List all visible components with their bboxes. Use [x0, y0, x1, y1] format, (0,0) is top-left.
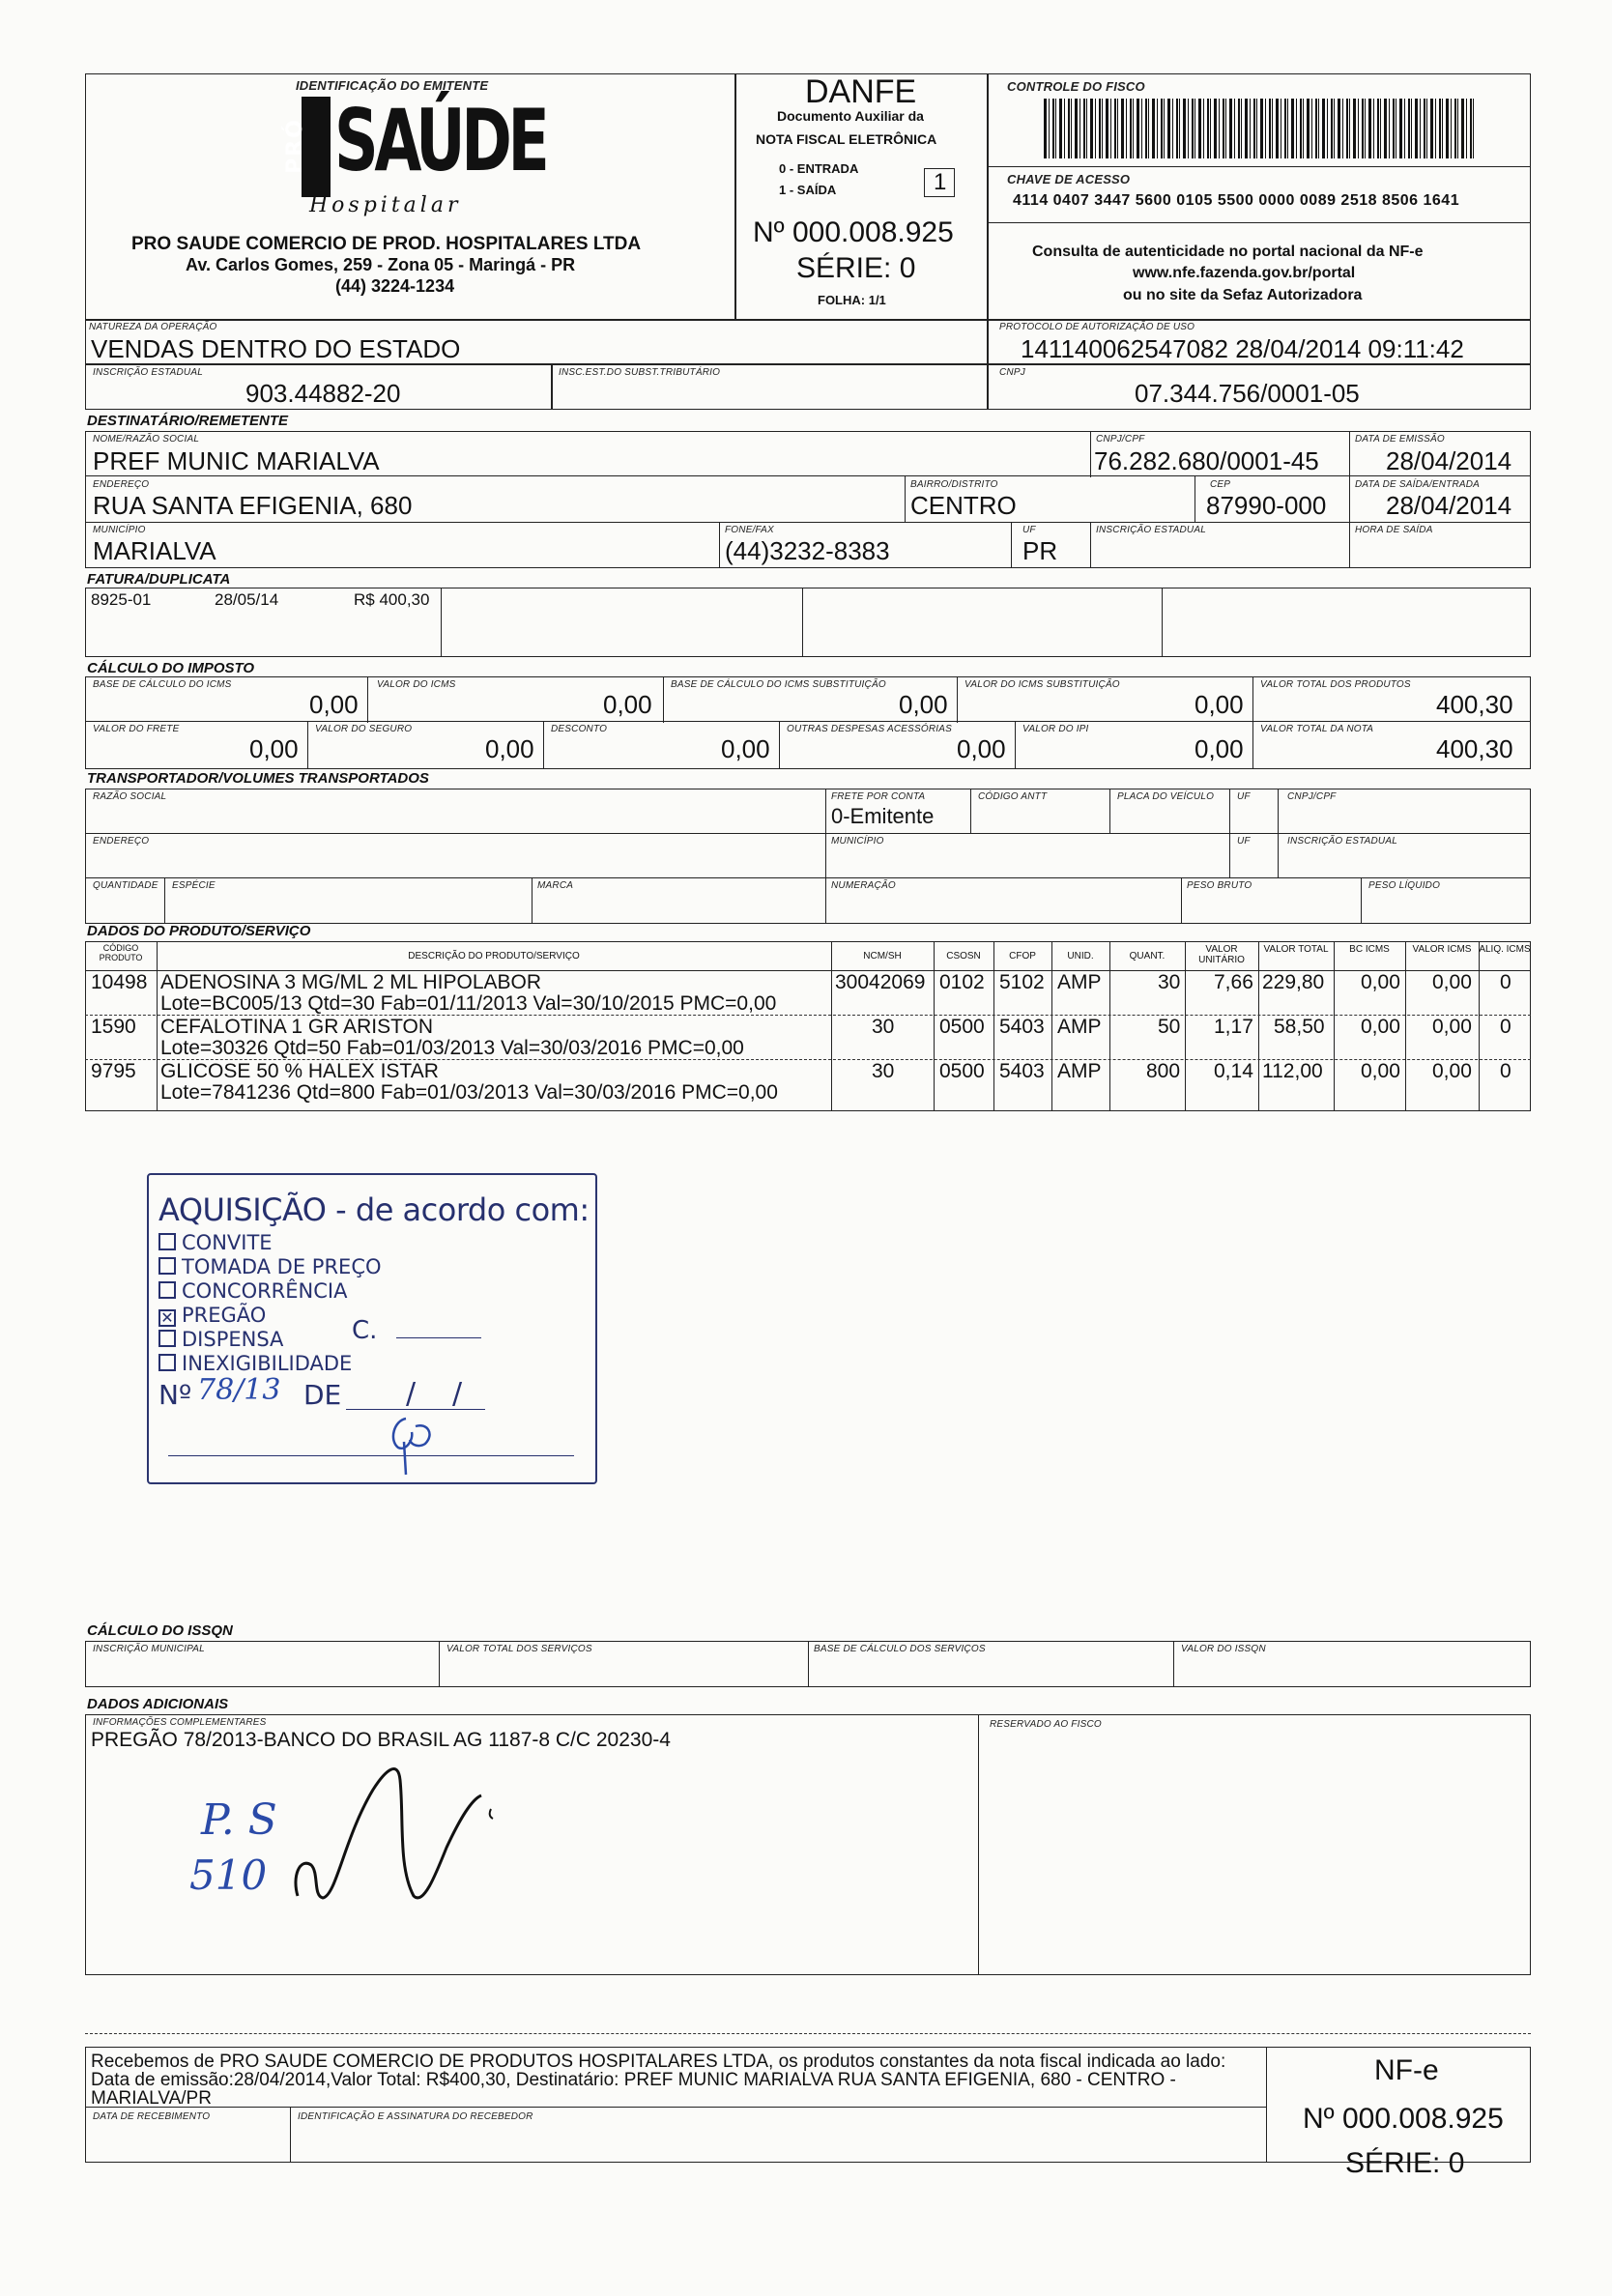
- dest-saida-label: DATA DE SAÍDA/ENTRADA: [1355, 479, 1481, 490]
- iss-vserv-label: VALOR TOTAL DOS SERVIÇOS: [446, 1644, 592, 1654]
- item-2-csosn: 0500: [939, 1016, 985, 1038]
- dest-emissao-label: DATA DE EMISSÃO: [1355, 434, 1445, 445]
- danfe-numero: Nº 000.008.925: [753, 216, 954, 248]
- ad-fisco-label: RESERVADO AO FISCO: [990, 1719, 1102, 1730]
- imposto-title: CÁLCULO DO IMPOSTO: [87, 660, 255, 676]
- dest-endereco: RUA SANTA EFIGENIA, 680: [93, 491, 413, 520]
- stamp-title: AQUISIÇÃO - de acordo com:: [158, 1191, 590, 1228]
- transp-pbruto-label: PESO BRUTO: [1187, 880, 1252, 891]
- tr-v2: [970, 789, 971, 833]
- fisco-divider-1: [988, 166, 1531, 167]
- dest-uf: PR: [1022, 536, 1058, 565]
- item-2-vunit: 1,17: [1214, 1016, 1253, 1038]
- transp-frete-label: FRETE POR CONTA: [831, 791, 926, 802]
- ad-signature: [290, 1751, 503, 1915]
- canhoto-text-3: MARIALVA/PR: [91, 2088, 212, 2109]
- iss-v1: [439, 1641, 440, 1687]
- item-3-vicms: 0,00: [1432, 1060, 1472, 1082]
- item-3-bc: 0,00: [1361, 1060, 1400, 1082]
- imp-v5: [307, 721, 308, 769]
- transp-endereco-label: ENDEREÇO: [93, 836, 150, 847]
- emitente-label: IDENTIFICAÇÃO DO EMITENTE: [296, 78, 489, 93]
- th-bc: BC ICMS: [1349, 944, 1390, 955]
- imp-vst-label: VALOR DO ICMS SUBSTITUIÇÃO: [964, 679, 1120, 690]
- th-ncm: NCM/SH: [863, 951, 902, 961]
- imp-v7: [779, 721, 780, 769]
- transp-razao-label: RAZÃO SOCIAL: [93, 791, 167, 802]
- tr-v3: [1109, 789, 1110, 833]
- th-quant: QUANT.: [1129, 951, 1166, 961]
- dest-row-1: [85, 475, 1531, 476]
- controle-label: CONTROLE DO FISCO: [1007, 79, 1145, 94]
- dest-cep: 87990-000: [1206, 491, 1327, 520]
- cnpj-emit-label: CNPJ: [999, 367, 1025, 378]
- pt-v3: [934, 941, 935, 1111]
- iss-v3: [1173, 1641, 1174, 1687]
- th-codigo: CÓDIGO PRODUTO: [99, 943, 143, 962]
- item-2-cfop: 5403: [999, 1016, 1045, 1038]
- dest-v7: [1090, 522, 1091, 568]
- item-1-unid: AMP: [1057, 971, 1102, 993]
- dest-emissao: 28/04/2014: [1386, 446, 1512, 475]
- danfe-entrada: 0 - ENTRADA: [779, 161, 859, 176]
- pt-v1: [157, 941, 158, 1111]
- fatura-valor: R$ 400,30: [354, 590, 430, 609]
- can-h1: [85, 2107, 1266, 2108]
- item-1-aliq: 0: [1500, 971, 1511, 993]
- consulta-3: ou no site da Sefaz Autorizadora: [1123, 287, 1363, 303]
- fatura-numero: 8925-01: [91, 590, 152, 609]
- stamp-de-label: DE: [303, 1379, 342, 1411]
- ad-v1: [978, 1714, 979, 1975]
- imposto-mid: [85, 721, 1531, 722]
- item-3-aliq: 0: [1500, 1060, 1511, 1082]
- item-2-quant: 50: [1158, 1016, 1181, 1038]
- item-3-descricao: GLICOSE 50 % HALEX ISTAR: [160, 1060, 439, 1082]
- transp-cnpj-label: CNPJ/CPF: [1287, 791, 1337, 802]
- tr-v5: [1278, 789, 1279, 877]
- pt-v8: [1258, 941, 1259, 1111]
- transp-marca-label: MARCA: [537, 880, 574, 891]
- tr-v7: [532, 877, 533, 924]
- protocolo-value: 141140062547082 28/04/2014 09:11:42: [1021, 334, 1464, 363]
- adicionais-title: DADOS ADICIONAIS: [87, 1696, 229, 1712]
- transp-pliq-label: PESO LÍQUIDO: [1368, 880, 1441, 891]
- ad-info: PREGÃO 78/2013-BANCO DO BRASIL AG 1187-8 C/C 20230-4: [91, 1729, 671, 1751]
- imp-v2: [663, 676, 664, 723]
- danfe-sub2: NOTA FISCAL ELETRÔNICA: [756, 131, 937, 147]
- imp-vicms-label: VALOR DO ICMS: [377, 679, 456, 690]
- item-2-ncm: 30: [872, 1016, 895, 1038]
- fatura-vencimento: 28/05/14: [215, 590, 279, 609]
- barcode: [1044, 99, 1477, 158]
- canhoto-data-label: DATA DE RECEBIMENTO: [93, 2111, 211, 2122]
- imp-outras: 0,00: [957, 734, 1006, 763]
- imp-bcst: 0,00: [899, 690, 948, 719]
- dest-v6: [1011, 522, 1012, 568]
- dest-municipio-label: MUNICÍPIO: [93, 525, 146, 535]
- pt-v10: [1405, 941, 1406, 1111]
- tr-v9: [1181, 877, 1182, 924]
- imp-v4: [1252, 676, 1253, 769]
- tr-v1: [825, 789, 826, 877]
- item-3-vunit: 0,14: [1214, 1060, 1253, 1082]
- dest-bairro: CENTRO: [910, 491, 1017, 520]
- iss-v-label: VALOR DO ISSQN: [1181, 1644, 1266, 1654]
- dest-nome-label: NOME/RAZÃO SOCIAL: [93, 434, 200, 445]
- item-1-bc: 0,00: [1361, 971, 1400, 993]
- transp-uf-label: UF: [1237, 791, 1251, 802]
- imp-ipi: 0,00: [1195, 734, 1244, 763]
- item-1-vtotal: 229,80: [1262, 971, 1325, 993]
- dest-hora-label: HORA DE SAÍDA: [1355, 525, 1433, 535]
- transp-box: [85, 789, 1531, 924]
- pt-v9: [1334, 941, 1335, 1111]
- fatura-v2: [802, 588, 803, 657]
- stamp-opt-concorrencia: CONCORRÊNCIA: [158, 1281, 347, 1302]
- ad-hand-2: 510: [189, 1851, 268, 1899]
- imp-seguro: 0,00: [485, 734, 534, 763]
- dest-ie-label: INSCRIÇÃO ESTADUAL: [1096, 525, 1206, 535]
- danfe-folha: FOLHA: 1/1: [818, 293, 886, 307]
- imp-ipi-label: VALOR DO IPI: [1022, 724, 1089, 734]
- item-3-lote: Lote=7841236 Qtd=800 Fab=01/03/2013 Val=30/03/2016 PMC=0,00: [160, 1081, 778, 1104]
- item-2-vicms: 0,00: [1432, 1016, 1472, 1038]
- dest-cnpj: 76.282.680/0001-45: [1094, 446, 1319, 475]
- imp-v8: [1015, 721, 1016, 769]
- transp-municipio-label: MUNICÍPIO: [831, 836, 884, 847]
- fatura-v3: [1162, 588, 1163, 657]
- item-3-unid: AMP: [1057, 1060, 1102, 1082]
- chave-value: 4114 0407 3447 5600 0105 5500 0000 0089 2518 8506 1641: [1013, 192, 1460, 209]
- stamp-rubrica-signature: [377, 1411, 445, 1478]
- item-2-descricao: CEFALOTINA 1 GR ARISTON: [160, 1016, 434, 1038]
- transp-placa-label: PLACA DO VEÍCULO: [1117, 791, 1215, 802]
- cnpj-emit-value: 07.344.756/0001-05: [1135, 379, 1360, 408]
- canhoto-serie: SÉRIE: 0: [1345, 2147, 1465, 2179]
- item-1-vunit: 7,66: [1214, 971, 1253, 993]
- can-v1: [1266, 2047, 1267, 2163]
- consulta-2: www.nfe.fazenda.gov.br/portal: [1133, 265, 1356, 281]
- consulta-1: Consulta de autenticidade no portal nacional da NF-e: [1032, 244, 1424, 260]
- dest-v5: [719, 522, 720, 568]
- stamp-opt-dispensa: DISPENSA: [158, 1330, 283, 1350]
- th-vtotal: VALOR TOTAL: [1263, 944, 1329, 955]
- imp-v1: [367, 676, 368, 723]
- transp-especie-label: ESPÉCIE: [172, 880, 216, 891]
- dest-saida: 28/04/2014: [1386, 491, 1512, 520]
- transp-uf2-label: UF: [1237, 836, 1251, 847]
- stamp-de-line: [346, 1409, 485, 1410]
- danfe-serie: SÉRIE: 0: [796, 252, 916, 284]
- stamp-c-label: C.: [352, 1316, 378, 1345]
- ie-value: 903.44882-20: [245, 379, 401, 408]
- canhoto-assin-label: IDENTIFICAÇÃO E ASSINATURA DO RECEBEDOR: [298, 2111, 533, 2122]
- pt-v2: [831, 941, 832, 1111]
- item-3-quant: 800: [1146, 1060, 1181, 1082]
- item-3-vtotal: 112,00: [1262, 1060, 1323, 1082]
- dest-fone-label: FONE/FAX: [725, 525, 774, 535]
- imp-vnota: 400,30: [1436, 734, 1513, 763]
- th-unid: UNID.: [1067, 951, 1094, 961]
- transp-h1: [85, 833, 1531, 834]
- imp-bc-label: BASE DE CÁLCULO DO ICMS: [93, 679, 232, 690]
- stamp-opt-tomada: TOMADA DE PREÇO: [158, 1257, 382, 1277]
- pt-v7: [1185, 941, 1186, 1111]
- stamp-opt-inexigibilidade: INEXIGIBILIDADE: [158, 1354, 352, 1374]
- canhoto-nfe: NF-e: [1374, 2054, 1439, 2086]
- danfe-title: DANFE: [805, 73, 917, 110]
- imp-v3: [957, 676, 958, 723]
- dest-bairro-label: BAIRRO/DISTRITO: [910, 479, 998, 490]
- th-csosn: CSOSN: [946, 951, 981, 961]
- dest-uf-label: UF: [1022, 525, 1036, 535]
- th-vunit: VALOR UNITÁRIO: [1198, 944, 1245, 965]
- item-2-bc: 0,00: [1361, 1016, 1400, 1038]
- ie-label: INSCRIÇÃO ESTADUAL: [93, 367, 203, 378]
- item-1-lote: Lote=BC005/13 Qtd=30 Fab=01/11/2013 Val=30/10/2015 PMC=0,00: [160, 992, 777, 1015]
- dest-cnpj-label: CNPJ/CPF: [1096, 434, 1145, 445]
- logo-script: Hospitalar: [309, 193, 462, 217]
- item-2-unid: AMP: [1057, 1016, 1102, 1038]
- item-3-csosn: 0500: [939, 1060, 985, 1082]
- fatura-v1: [441, 588, 442, 657]
- emitente-company: PRO SAUDE COMERCIO DE PROD. HOSPITALARES LTDA: [131, 234, 642, 254]
- issqn-title: CÁLCULO DO ISSQN: [87, 1622, 233, 1639]
- emitente-address: Av. Carlos Gomes, 259 - Zona 05 - Maringá - PR: [186, 255, 576, 274]
- imp-outras-label: OUTRAS DESPESAS ACESSÓRIAS: [787, 724, 952, 734]
- dest-endereco-label: ENDEREÇO: [93, 479, 150, 490]
- produtos-title: DADOS DO PRODUTO/SERVIÇO: [87, 923, 311, 939]
- tr-v10: [1361, 877, 1362, 924]
- tr-v6: [164, 877, 165, 924]
- ad-info-label: INFORMAÇÕES COMPLEMENTARES: [93, 1717, 267, 1728]
- dest-cep-label: CEP: [1210, 479, 1231, 490]
- stamp-slash-1: /: [406, 1377, 417, 1411]
- pt-v6: [1109, 941, 1110, 1111]
- imp-vprod-label: VALOR TOTAL DOS PRODUTOS: [1260, 679, 1411, 690]
- item-3-ncm: 30: [872, 1060, 895, 1082]
- stamp-opt-convite: CONVITE: [158, 1233, 273, 1253]
- fatura-title: FATURA/DUPLICATA: [87, 571, 231, 588]
- destinatario-title: DESTINATÁRIO/REMETENTE: [87, 413, 289, 429]
- dest-v1: [1090, 431, 1091, 477]
- item-1-quant: 30: [1158, 971, 1181, 993]
- ad-hand-1: P. S: [201, 1795, 277, 1845]
- iss-v2: [808, 1641, 809, 1687]
- logo-word: SAÚDE: [334, 91, 546, 190]
- canhoto-cut-line: [85, 2033, 1531, 2034]
- imp-bc: 0,00: [309, 690, 359, 719]
- item-2-codigo: 1590: [91, 1016, 136, 1038]
- item-3-codigo: 9795: [91, 1060, 136, 1082]
- stamp-num-prefix: Nº: [158, 1379, 192, 1411]
- dest-fone: (44)3232-8383: [725, 536, 890, 565]
- can-v2: [290, 2107, 291, 2163]
- imp-bcst-label: BASE DE CÁLCULO DO ICMS SUBSTITUIÇÃO: [671, 679, 886, 690]
- stamp-opt-pregao: ✕ PREGÃO: [158, 1306, 266, 1327]
- dest-v3: [905, 475, 906, 522]
- canhoto-text-2: Data de emissão:28/04/2014,Valor Total: R$400,30, Destinatário: PREF MUNIC MARIALVA RUA SANTA EFIGENIA, 680 - CENTRO -: [91, 2070, 1176, 2090]
- tr-v4: [1229, 789, 1230, 877]
- tr-v8: [825, 877, 826, 924]
- item-1-cfop: 5102: [999, 971, 1045, 993]
- aquisicao-stamp: [147, 1173, 597, 1484]
- transp-ie-label: INSCRIÇÃO ESTADUAL: [1287, 836, 1397, 847]
- transp-antt-label: CÓDIGO ANTT: [978, 791, 1048, 802]
- imposto-box: [85, 676, 1531, 769]
- imp-v6: [543, 721, 544, 769]
- dest-v2: [1349, 431, 1350, 568]
- fisco-divider-2: [988, 222, 1531, 223]
- company-logo: [282, 91, 546, 220]
- imp-vprod: 400,30: [1436, 690, 1513, 719]
- item-1-descricao: ADENOSINA 3 MG/ML 2 ML HIPOLABOR: [160, 971, 542, 993]
- transp-title: TRANSPORTADOR/VOLUMES TRANSPORTADOS: [87, 770, 429, 787]
- imp-desconto-label: DESCONTO: [551, 724, 608, 734]
- natureza-label: NATUREZA DA OPERAÇÃO: [89, 322, 217, 332]
- stamp-c-line: [396, 1337, 481, 1338]
- fatura-box: [85, 588, 1531, 657]
- pt-v4: [993, 941, 994, 1111]
- stamp-num-hand: 78/13: [197, 1373, 281, 1407]
- stamp-slash-2: /: [452, 1377, 463, 1411]
- item-1-csosn: 0102: [939, 971, 985, 993]
- emitente-phone: (44) 3224-1234: [335, 276, 455, 296]
- transp-h2: [85, 877, 1531, 878]
- item-1-ncm: 30042069: [835, 971, 926, 993]
- stamp-sign-line: [168, 1455, 574, 1456]
- iss-bc-label: BASE DE CÁLCULO DOS SERVIÇOS: [814, 1644, 986, 1654]
- imp-desconto: 0,00: [721, 734, 770, 763]
- item-2-aliq: 0: [1500, 1016, 1511, 1038]
- th-aliq: ALIQ. ICMS: [1479, 944, 1531, 955]
- canhoto-numero: Nº 000.008.925: [1303, 2103, 1504, 2135]
- imp-seguro-label: VALOR DO SEGURO: [315, 724, 413, 734]
- item-2-vtotal: 58,50: [1274, 1016, 1325, 1038]
- dest-nome: PREF MUNIC MARIALVA: [93, 446, 380, 475]
- th-vicms: VALOR ICMS: [1412, 944, 1472, 955]
- protocolo-label: PROTOCOLO DE AUTORIZAÇÃO DE USO: [999, 322, 1195, 332]
- imp-vnota-label: VALOR TOTAL DA NOTA: [1260, 724, 1374, 734]
- imp-vicms: 0,00: [603, 690, 652, 719]
- pt-v5: [1051, 941, 1052, 1111]
- danfe-tipo: 1: [934, 169, 947, 195]
- natureza-value: VENDAS DENTRO DO ESTADO: [91, 334, 461, 363]
- chave-label: CHAVE DE ACESSO: [1007, 172, 1131, 187]
- item-1-codigo: 10498: [91, 971, 148, 993]
- imp-frete-label: VALOR DO FRETE: [93, 724, 180, 734]
- transp-qtd-label: QUANTIDADE: [93, 880, 158, 891]
- th-descricao: DESCRIÇÃO DO PRODUTO/SERVIÇO: [408, 951, 580, 961]
- dest-row-2: [85, 522, 1531, 523]
- logo-side-label: PRÓ: [282, 118, 307, 174]
- item-1-vicms: 0,00: [1432, 971, 1472, 993]
- ie-subst-label: INSC.EST.DO SUBST.TRIBUTÁRIO: [559, 367, 721, 378]
- stamp-check-icon: ✕: [158, 1309, 176, 1327]
- pt-v11: [1479, 941, 1480, 1111]
- imp-vst: 0,00: [1195, 690, 1244, 719]
- danfe-sub1: Documento Auxiliar da: [777, 108, 924, 124]
- dest-municipio: MARIALVA: [93, 536, 216, 565]
- canhoto-text-1: Recebemos de PRO SAUDE COMERCIO DE PRODUTOS HOSPITALARES LTDA, os produtos constantes da nota fiscal indicada ao lado:: [91, 2052, 1226, 2072]
- transp-numeracao-label: NUMERAÇÃO: [831, 880, 896, 891]
- th-cfop: CFOP: [1009, 951, 1036, 961]
- transp-frete: 0-Emitente: [831, 804, 935, 828]
- imp-frete: 0,00: [249, 734, 299, 763]
- item-3-cfop: 5403: [999, 1060, 1045, 1082]
- danfe-saida: 1 - SAÍDA: [779, 183, 837, 197]
- item-2-lote: Lote=30326 Qtd=50 Fab=01/03/2013 Val=30/03/2016 PMC=0,00: [160, 1037, 744, 1059]
- iss-im-label: INSCRIÇÃO MUNICIPAL: [93, 1644, 205, 1654]
